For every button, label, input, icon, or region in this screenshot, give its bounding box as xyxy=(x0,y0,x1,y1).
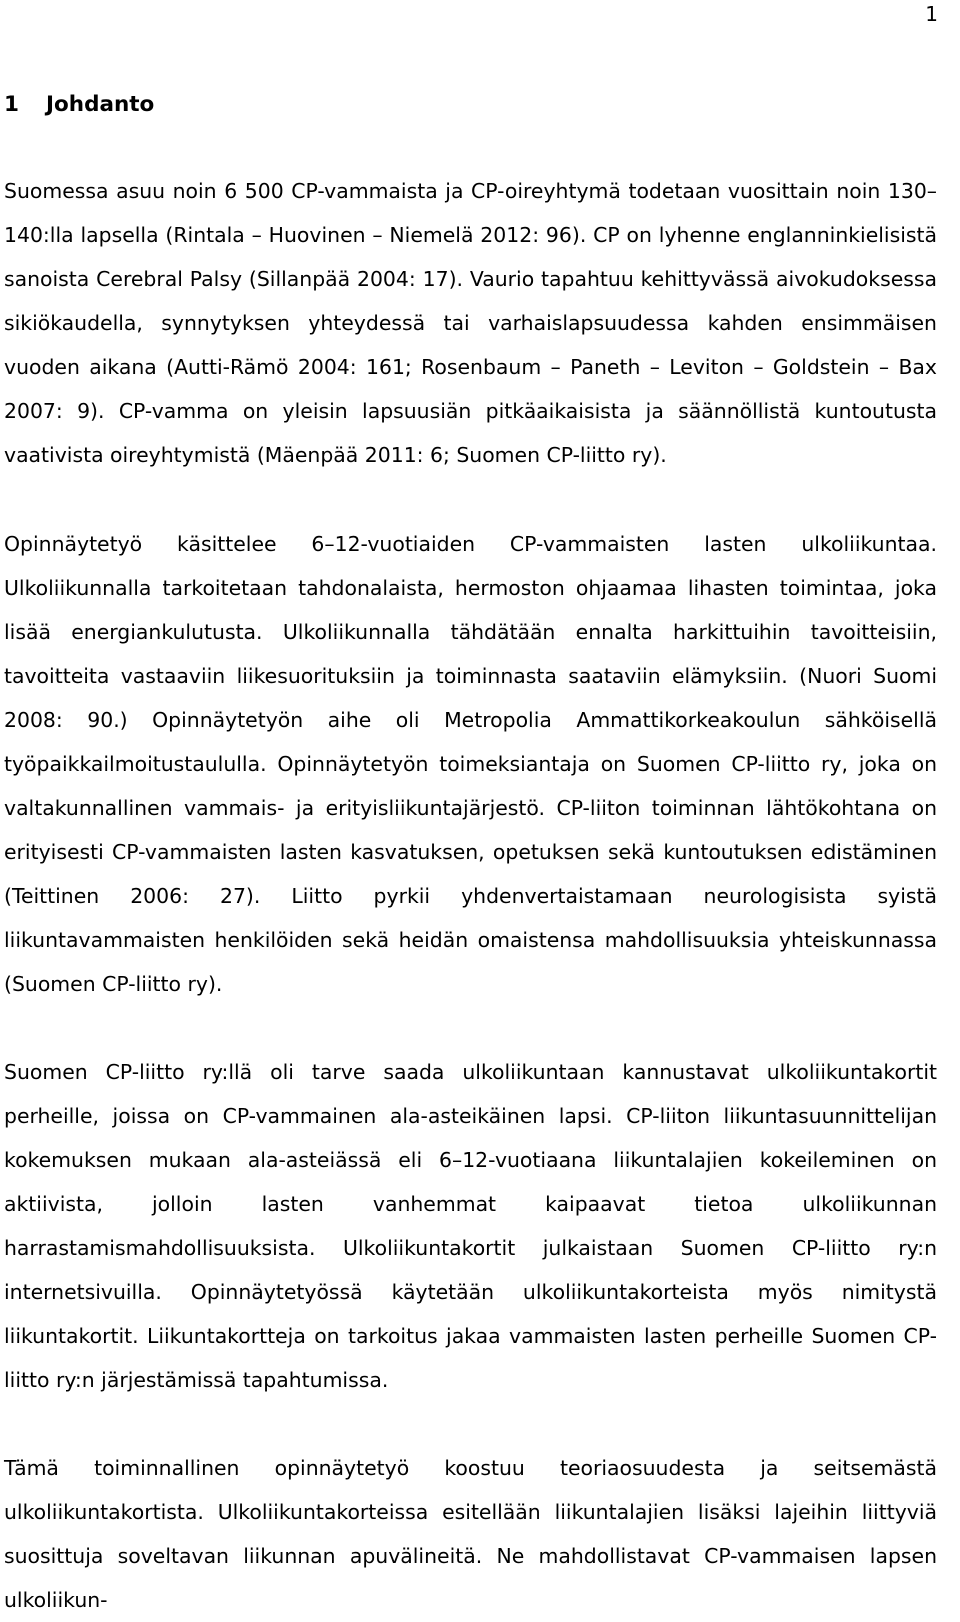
paragraph-3: Suomen CP-liitto ry:llä oli tarve saada ulkoliikuntaan kannustavat ulkoliikuntakortit perheille, joissa on CP-vammainen ala-asteikäinen lapsi. CP-liiton liikuntasuunnittelijan kokemuksen mukaan ala-asteiässä eli 6–12-vuotiaana liikuntalajien kokeileminen on aktiivista, jolloin lasten vanhemmat kaipaavat tietoa ulkoliikunnan harrastamismahdollisuuksista. Ulkoliikuntakortit julkaistaan Suomen CP-liitto ry:n internetsivuilla. Opinnäytetyössä käytetään ulkoliikuntakorteista myös nimitystä liikuntakortit. Liikuntakortteja on tarkoitus jakaa vammaisten lasten perheille Suomen CP-liitto ry:n järjestämissä tapahtumissa. xyxy=(4,1060,937,1392)
paragraph-4: Tämä toiminnallinen opinnäytetyö koostuu teoriaosuudesta ja seitsemästä ulkoliikuntakortista. Ulkoliikuntakorteissa esitellään liikuntalajien lisäksi lajeihin liittyviä suosittuja soveltavan liikunnan apuvälineitä. Ne mahdollistavat CP-vammaisen lapsen ulkoliikun- xyxy=(4,1456,937,1612)
paragraph-2: Opinnäytetyö käsittelee 6–12-vuotiaiden CP-vammaisten lasten ulkoliikuntaa. Ulkoliikunnalla tarkoitetaan tahdonalaista, hermoston ohjaamaa lihasten toimintaa, joka lisää energiankulutusta. Ulkoliikunnalla tähdätään ennalta harkittuihin tavoitteisiin, tavoitteita vastaaviin liikesuorituksiin ja toiminnasta saataviin elämyksiin. (Nuori Suomi 2008: 90.) Opinnäytetyön aihe oli Metropolia Ammattikorkeakoulun sähköisellä työpaikkailmoitustaululla. Opinnäytetyön toimeksiantaja on Suomen CP-liitto ry, joka on valtakunnallinen vammais- ja erityisliikuntajärjestö. CP-liiton toiminnan lähtökohtana on erityisesti CP-vammaisten lasten kasvatuksen, opetuksen sekä kuntoutuksen edistäminen (Teittinen 2006: 27). Liitto pyrkii yhdenvertaistamaan neurologisista syistä liikuntavammaisten henkilöiden sekä heidän omaistensa mahdollisuuksia yhteiskunnassa (Suomen CP-liitto ry). xyxy=(4,532,937,996)
page-number: 1 xyxy=(925,2,938,26)
section-number: 1 xyxy=(4,92,19,117)
paragraph-1: Suomessa asuu noin 6 500 CP-vammaista ja CP-oireyhtymä todetaan vuosittain noin 130–140:lla lapsella (Rintala – Huovinen – Niemelä 2012: 96). CP on lyhenne englanninkielisistä sanoista Cerebral Palsy (Sillanpää 2004: 17). Vaurio tapahtuu kehittyvässä aivokudoksessa sikiökaudella, synnytyksen yhteydessä tai varhaislapsuudessa kahden ensimmäisen vuoden aikana (Autti-Rämö 2004: 161; Rosenbaum – Paneth – Leviton – Goldstein – Bax 2007: 9). CP-vamma on yleisin lapsuusiän pitkäaikaisista ja säännöllistä kuntoutusta vaativista oireyhtymistä (Mäenpää 2011: 6; Suomen CP-liitto ry). xyxy=(4,179,937,467)
section-title: Johdanto xyxy=(46,92,155,117)
section-heading xyxy=(4,89,154,121)
